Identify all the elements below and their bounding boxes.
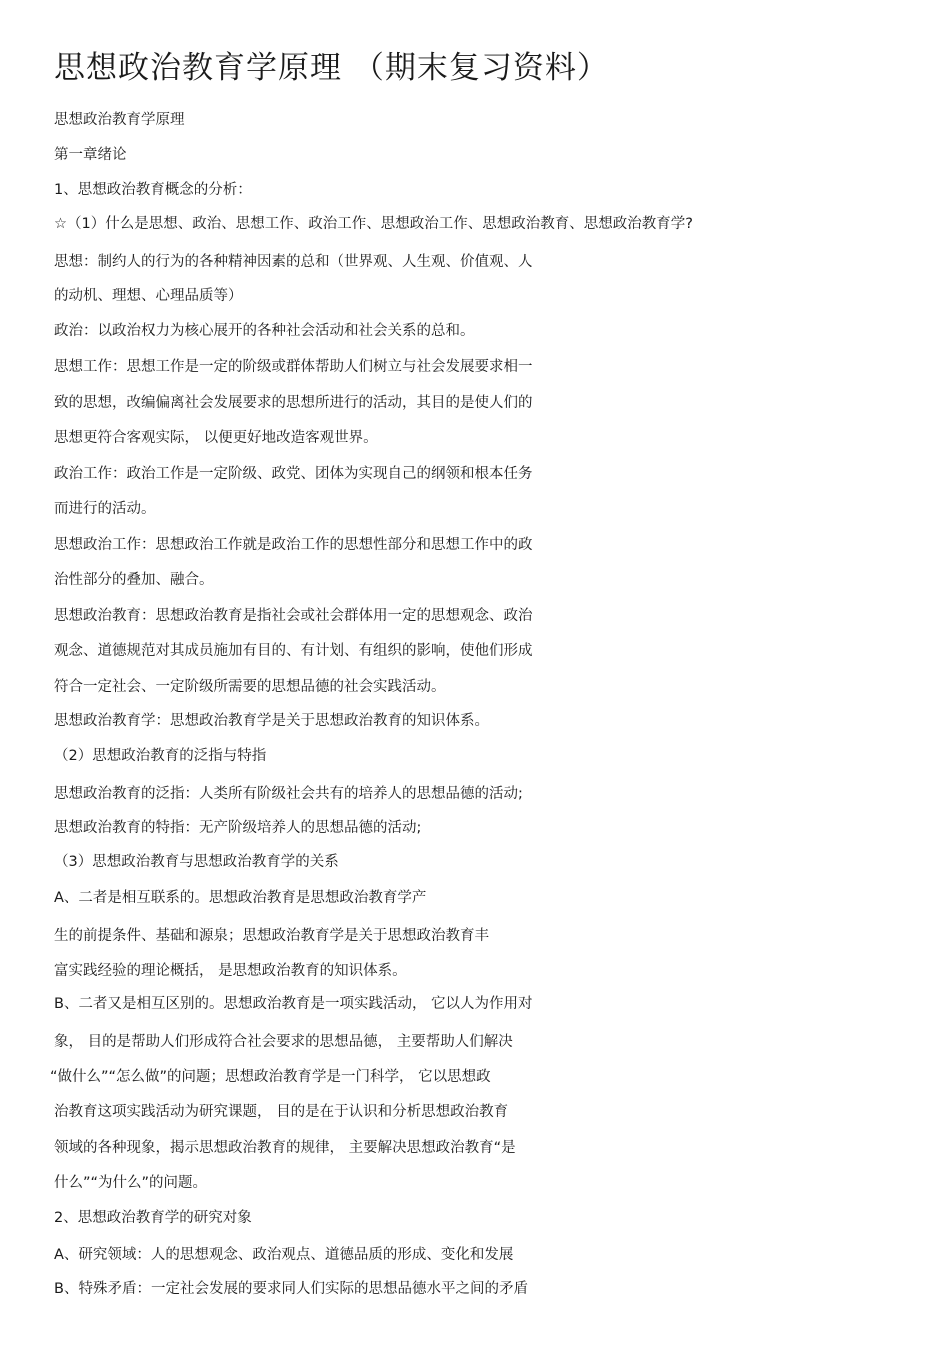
text-line-subtitle: 思想政治教育学原理 xyxy=(54,112,185,128)
text-line: 思想工作：思想工作是一定的阶级或群体帮助人们树立与社会发展要求相一 xyxy=(54,359,533,375)
text-line: 什么”“为什么”的问题。 xyxy=(54,1175,208,1191)
text-line: A、二者是相互联系的。思想政治教育是思想政治教育学产 xyxy=(54,890,427,906)
text-line: 领域的各种现象，揭示思想政治教育的规律， 主要解决思想政治教育“是 xyxy=(54,1140,516,1156)
text-line: A、研究领域：人的思想观念、政治观点、道德品质的形成、变化和发展 xyxy=(54,1247,514,1263)
text-line: 思想政治教育学：思想政治教育学是关于思想政治教育的知识体系。 xyxy=(54,713,489,729)
text-line: 象， 目的是帮助人们形成符合社会要求的思想品德， 主要帮助人们解决 xyxy=(54,1034,513,1050)
text-line: 思想更符合客观实际， 以便更好地改造客观世界。 xyxy=(54,430,378,446)
text-line: 思想政治教育：思想政治教育是指社会或社会群体用一定的思想观念、政治 xyxy=(54,608,533,624)
text-line: 符合一定社会、一定阶级所需要的思想品德的社会实践活动。 xyxy=(54,679,446,695)
text-line: B、二者又是相互区别的。思想政治教育是一项实践活动， 它以人为作用对 xyxy=(54,996,533,1012)
text-line: B、特殊矛盾：一定社会发展的要求同人们实际的思想品德水平之间的矛盾 xyxy=(54,1281,528,1297)
text-line: 思想政治教育的泛指：人类所有阶级社会共有的培养人的思想品德的活动; xyxy=(54,786,523,802)
chapter-heading: 第一章绪论 xyxy=(54,147,127,163)
text-line: 治性部分的叠加、融合。 xyxy=(54,572,214,588)
section-heading: 2、思想政治教育学的研究对象 xyxy=(54,1210,252,1226)
text-line: 而进行的活动。 xyxy=(54,501,156,517)
text-line: 治教育这项实践活动为研究课题， 目的是在于认识和分析思想政治教育 xyxy=(54,1104,509,1120)
section-heading: 1、思想政治教育概念的分析： xyxy=(54,182,252,198)
text-line: 的动机、理想、心理品质等） xyxy=(54,288,243,304)
text-line: 观念、道德规范对其成员施加有目的、有计划、有组织的影响，使他们形成 xyxy=(54,643,533,659)
document-title: 思想政治教育学原理 （期末复习资料） xyxy=(54,50,609,86)
text-line: “做什么”“怎么做”的问题；思想政治教育学是一门科学， 它以思想政 xyxy=(50,1069,491,1085)
text-line: 致的思想，改编偏离社会发展要求的思想所进行的活动，其目的是使人们的 xyxy=(54,395,533,411)
text-line: 思想：制约人的行为的各种精神因素的总和（世界观、人生观、价值观、人 xyxy=(54,254,533,270)
text-line: 政治工作：政治工作是一定阶级、政党、团体为实现自己的纲领和根本任务 xyxy=(54,466,533,482)
text-line: 思想政治工作：思想政治工作就是政治工作的思想性部分和思想工作中的政 xyxy=(54,537,533,553)
question-line: ☆（1）什么是思想、政治、思想工作、政治工作、思想政治工作、思想政治教育、思想政治教育学? xyxy=(54,216,693,232)
text-line: 思想政治教育的特指：无产阶级培养人的思想品德的活动; xyxy=(54,820,422,836)
subsection-heading: （3）思想政治教育与思想政治教育学的关系 xyxy=(54,854,339,870)
text-line: 生的前提条件、基础和源泉；思想政治教育学是关于思想政治教育丰 xyxy=(54,928,489,944)
text-line: 政治：以政治权力为核心展开的各种社会活动和社会关系的总和。 xyxy=(54,323,475,339)
text-line: 富实践经验的理论概括， 是思想政治教育的知识体系。 xyxy=(54,963,407,979)
subsection-heading: （2）思想政治教育的泛指与特指 xyxy=(54,748,267,764)
